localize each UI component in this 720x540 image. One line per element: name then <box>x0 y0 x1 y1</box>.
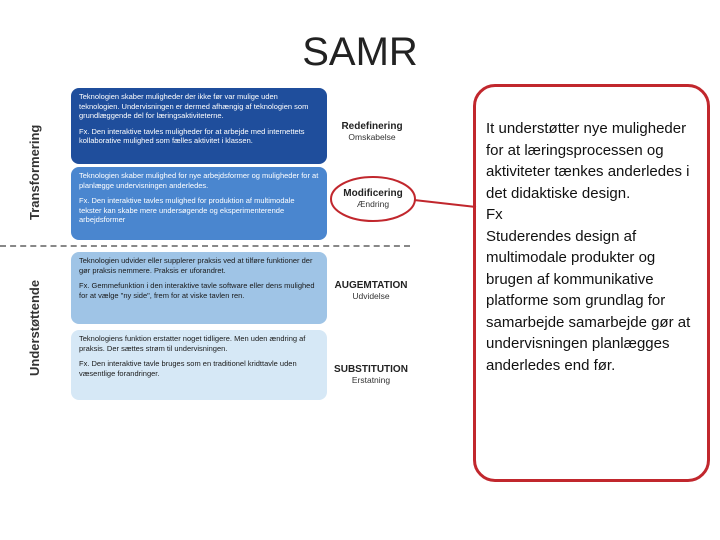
box-example: Fx. Den interaktive tavle bruges som en traditionel kridttavle uden væsentlige forandringer. <box>79 359 297 378</box>
box-description: Teknologiens funktion erstatter noget tidligere. Men uden ændring af praksis. Der sættes strøm til undervisningen. <box>79 334 306 353</box>
level-label-augmentation <box>328 280 414 301</box>
note-example-label: Fx <box>486 206 503 223</box>
box-example: Fx. Den interaktive tavles mulighed for produktion af multimodale tekster kan skabe mere undersøgende og eksperimenterende arbejdsformer <box>79 196 295 224</box>
level-name: AUGEMTATION <box>334 280 408 291</box>
samr-box-substitution <box>71 330 327 400</box>
side-label-understottende: Understøttende <box>27 279 42 376</box>
side-label-transformering: Transformering <box>27 124 42 220</box>
samr-box-augmentation <box>71 252 327 324</box>
level-label-substitution <box>328 364 414 385</box>
level-sub: Ændring <box>356 199 390 209</box>
note-example-text: Studerendes design af multimodale produkter og brugen af kommunikative platforme som grundlag for samarbejde samarbejde gør at undervisningen planlægges anderledes end før. <box>486 227 691 374</box>
level-sub: Erstatning <box>351 375 391 385</box>
box-description: Teknologien skaber mulighed for nye arbejdsformer og muligheder for at planlægge undervisningen anderledes. <box>79 171 319 190</box>
note-box <box>473 84 710 482</box>
level-name: Redefinering <box>341 121 403 132</box>
box-description: Teknologien udvider eller supplerer praksis ved at tilføre funktioner der gør praksis nemmere. Praksis er uforandret. <box>79 256 313 275</box>
samr-box-modification <box>71 167 327 240</box>
connector-line <box>410 195 480 215</box>
box-example: Fx. Den interaktive tavles muligheder for at arbejde med internettets kollaborative mulighed som fælles aktivitet i klassen. <box>79 126 305 145</box>
samr-box-redefinition <box>71 88 327 164</box>
box-description: Teknologien skaber muligheder der ikke før var mulige uden teknologien. Undervisningen er dermed afhængig af teknologien som grundlæggende del for læringsaktiviteterne. <box>79 92 309 120</box>
level-sub: Omskabelse <box>348 132 396 142</box>
level-label-redefinering <box>330 121 414 142</box>
box-example: Fx. Gemmefunktion i den interaktive tavle software eller dens mulighed for at vælge "ny side", frem for at viske tavlen ren. <box>79 281 315 300</box>
divider-line <box>0 245 410 247</box>
level-name: SUBSTITUTION <box>334 364 408 375</box>
level-sub: Udvidelse <box>352 291 390 301</box>
level-label-modificering <box>331 188 415 209</box>
note-text: It understøtter nye muligheder for at læringsprocessen og aktiviteter tænkes anderledes i det didaktiske design. <box>486 120 690 202</box>
page-title: SAMR <box>302 30 418 74</box>
level-name: Modificering <box>343 188 403 199</box>
